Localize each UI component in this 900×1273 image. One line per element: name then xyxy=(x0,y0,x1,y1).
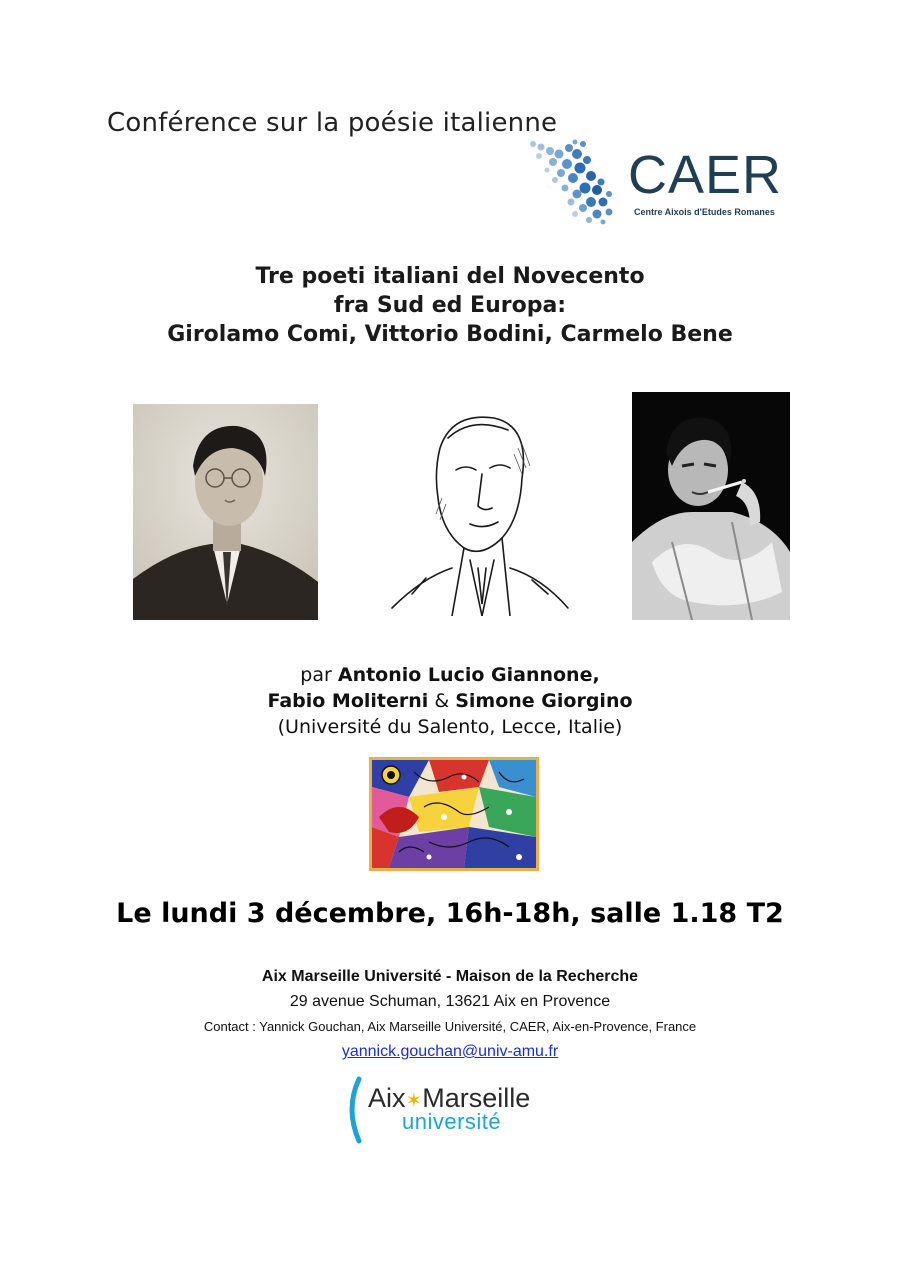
speakers-ampersand: & xyxy=(434,690,450,712)
speaker-name: Fabio Moliterni xyxy=(267,690,429,712)
portrait-photo-sepia-icon xyxy=(133,404,318,620)
caer-logo-subtitle: Centre Aixois d'Etudes Romanes xyxy=(634,207,775,217)
portrait-bene xyxy=(632,392,790,620)
portrait-bodini xyxy=(382,408,572,616)
amu-name-part1: Aix xyxy=(368,1083,406,1113)
portrait-comi xyxy=(133,404,318,620)
abstract-painting xyxy=(369,757,539,871)
headline xyxy=(0,262,900,349)
caer-logo-name: CAER xyxy=(628,145,783,205)
conference-title: Conférence sur la poésie italienne xyxy=(107,108,558,138)
venue-contact: Contact : Yannick Gouchan, Aix Marseille Université, CAER, Aix-en-Provence, France xyxy=(203,1019,697,1034)
speakers-line-1 xyxy=(0,662,900,688)
speaker-name: Antonio Lucio Giannone, xyxy=(337,664,600,686)
amu-star-icon: ✶ xyxy=(405,1090,423,1112)
amu-logo-subtitle: université xyxy=(402,1109,502,1134)
speakers-prefix: par xyxy=(300,664,332,686)
venue-block xyxy=(0,965,900,1065)
headline-line: fra Sud ed Europa: xyxy=(333,293,567,318)
abstract-painting-icon xyxy=(369,757,539,871)
contact-email-link[interactable]: yannick.gouchan@univ-amu.fr xyxy=(341,1043,559,1060)
venue-address: 29 avenue Schuman, 13621 Aix en Provence xyxy=(289,993,611,1010)
portrait-sketch-icon xyxy=(382,408,572,616)
amu-bracket-icon xyxy=(352,1079,359,1141)
portrait-photo-bw-icon xyxy=(632,392,790,620)
amu-logo-name xyxy=(368,1085,530,1112)
venue-title: Aix Marseille Université - Maison de la Recherche xyxy=(261,968,639,985)
caer-dots-icon xyxy=(530,140,613,225)
speakers xyxy=(0,662,900,740)
amu-name-part2: Marseille xyxy=(422,1083,531,1113)
speakers-affiliation: (Université du Salento, Lecce, Italie) xyxy=(277,716,623,738)
speaker-name: Simone Giorgino xyxy=(455,690,633,712)
speakers-line-2 xyxy=(0,688,900,714)
headline-line: Girolamo Comi, Vittorio Bodini, Carmelo Bene xyxy=(167,322,733,347)
event-date-line: Le lundi 3 décembre, 16h-18h, salle 1.18 T2 xyxy=(116,898,784,929)
headline-line: Tre poeti italiani del Novecento xyxy=(255,264,645,289)
